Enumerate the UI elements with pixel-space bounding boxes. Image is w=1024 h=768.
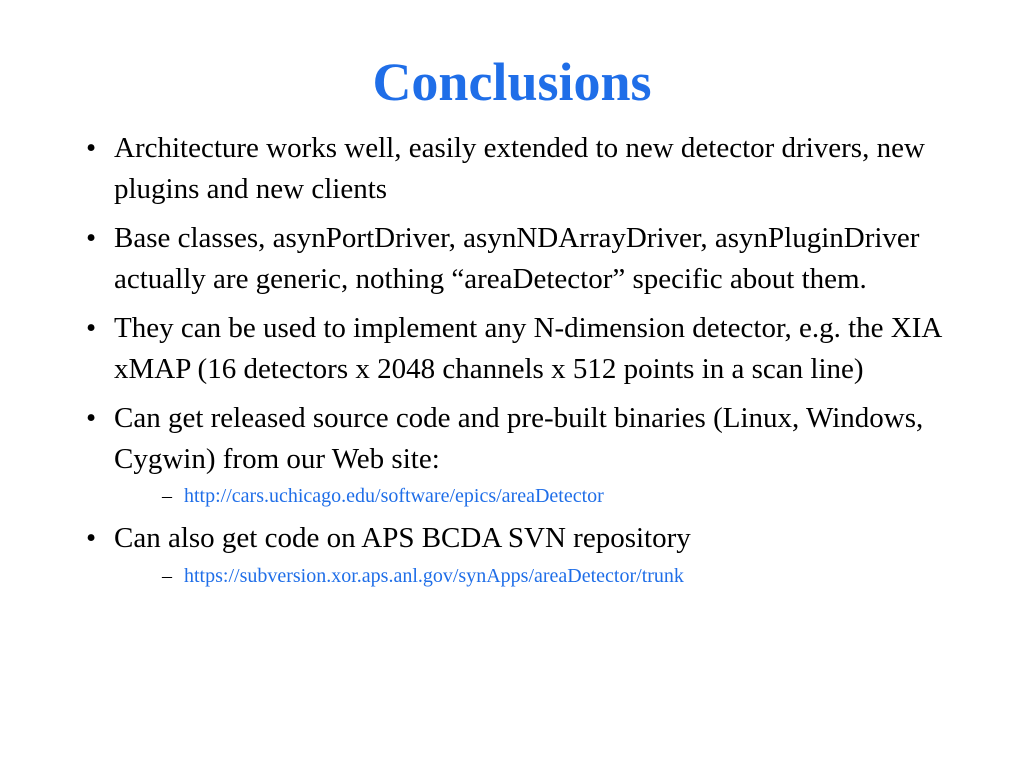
bullet-text: Base classes, asynPortDriver, asynNDArrayDriver, asynPluginDriver actually are generic, nothing “areaDetector” specific about them. [114,222,920,295]
bullet-marker: • [86,402,97,434]
bullet-marker: • [86,522,97,554]
bullet-item-n-dimension [86,308,986,389]
bullet-list [86,128,986,598]
bullet-item-released-source [86,398,986,509]
bullet-item-base-classes [86,218,986,299]
svn-repository-link[interactable]: https://subversion.xor.aps.anl.gov/synApps/areaDetector/trunk [184,564,684,587]
sub-bullet-website [162,483,986,509]
sub-bullet-marker: – [162,485,172,507]
bullet-marker: • [86,312,97,344]
bullet-marker: • [86,132,97,164]
sub-bullet-svn [162,563,986,589]
slide-title: Conclusions [372,52,652,112]
website-link[interactable]: http://cars.uchicago.edu/software/epics/areaDetector [184,485,604,507]
bullet-marker: • [86,222,97,254]
bullet-item-architecture [86,128,986,209]
bullet-item-svn [86,518,986,589]
bullet-text: Can get released source code and pre-built binaries (Linux, Windows, Cygwin) from our Web site: [114,402,924,475]
bullet-text: They can be used to implement any N-dimension detector, e.g. the XIA xMAP (16 detectors x 2048 channels x 512 points in a scan line) [114,312,941,385]
sub-bullet-marker: – [162,564,172,587]
bullet-text: Architecture works well, easily extended to new detector drivers, new plugins and new clients [114,132,925,205]
bullet-text: Can also get code on APS BCDA SVN repository [114,522,691,554]
